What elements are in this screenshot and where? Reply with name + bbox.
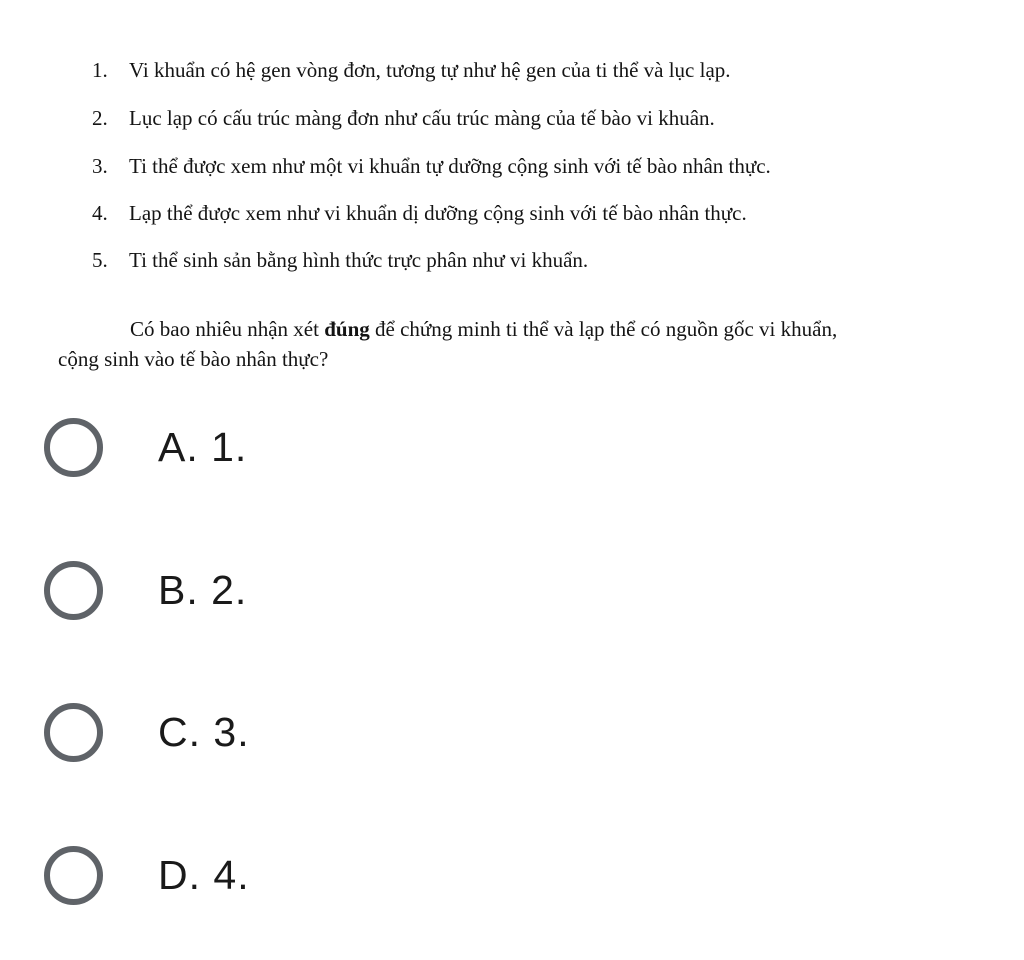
radio-circle-icon[interactable] [44,846,103,905]
option-a[interactable] [42,411,642,483]
option-c[interactable] [42,696,642,768]
statement-2 [92,106,992,130]
statement-1 [92,58,992,82]
option-label: C. 3. [158,708,250,755]
question-prompt [58,317,1008,371]
prompt-text-start: Có bao nhiêu nhận xét [130,317,325,341]
statement-number: 5. [92,248,108,272]
option-d[interactable] [42,839,642,911]
statement-number: 3. [92,154,108,178]
option-label: A. 1. [158,423,248,470]
prompt-text-end: để chứng minh ti thể và lạp thể có nguồn gốc vi khuẩn, [369,317,838,341]
prompt-line-1 [58,317,1008,341]
statement-number: 2. [92,106,108,130]
statement-text: Ti thể được xem như một vi khuẩn tự dưỡng cộng sinh với tế bào nhân thực. [129,154,771,178]
statement-text: Vi khuẩn có hệ gen vòng đơn, tương tự như hệ gen của ti thể và lục lạp. [129,58,731,82]
radio-circle-icon[interactable] [44,703,103,762]
statement-3 [92,154,992,178]
prompt-line-2: cộng sinh vào tế bào nhân thực? [58,347,329,371]
statement-4 [92,201,992,225]
statement-text: Lục lạp có cấu trúc màng đơn như cấu trúc màng của tế bào vi khuân. [129,106,715,130]
option-b[interactable] [42,554,642,626]
statement-number: 1. [92,58,108,82]
radio-circle-icon[interactable] [44,561,103,620]
statement-text: Lạp thể được xem như vi khuẩn dị dưỡng cộng sinh với tế bào nhân thực. [129,201,747,225]
option-label: D. 4. [158,851,250,898]
prompt-bold-word: đúng [324,317,370,341]
statement-5 [92,248,992,272]
option-label: B. 2. [158,566,248,613]
radio-circle-icon[interactable] [44,418,103,477]
statement-number: 4. [92,201,108,225]
statement-text: Ti thể sinh sản bằng hình thức trực phân như vi khuẩn. [129,248,589,272]
